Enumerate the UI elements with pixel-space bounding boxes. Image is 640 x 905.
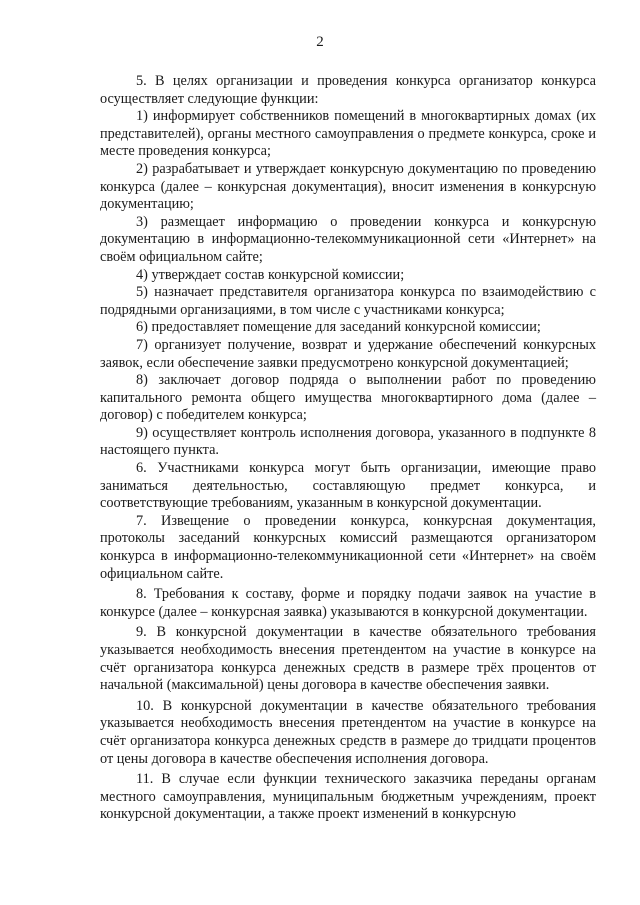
list-item-5-7: 7) организует получение, возврат и удержание обеспечений конкурсных заявок, если обеспечение заявки предусмотрено конкурсной документацией;	[100, 336, 596, 371]
paragraph-10: 10. В конкурсной документации в качестве обязательного требования указывается необходимость внесения претендентом на участие в конкурсе на счёт организатора конкурса денежных средств в размере до тридцати процентов от цены договора в качестве обеспечения исполнения договора.	[100, 697, 596, 767]
list-item-5-8: 8) заключает договор подряда о выполнении работ по проведению капитального ремонта общего имущества многоквартирного дома (далее – договор) с победителем конкурса;	[100, 372, 596, 424]
list-item-5-6: 6) предоставляет помещение для заседаний конкурсной комиссии;	[136, 319, 541, 336]
paragraph-6: 6. Участниками конкурса могут быть организации, имеющие право заниматься деятельностью, составляющую предмет конкурса, и соответствующие требованиям, указанным в конкурсной документации.	[100, 460, 596, 512]
paragraph-8: 8. Требования к составу, форме и порядку подачи заявок на участие в конкурсе (далее – конкурсная заявка) указываются в конкурсной документации.	[100, 586, 596, 620]
paragraph-9: 9. В конкурсной документации в качестве обязательного требования указывается необходимость внесения претендентом на участие в конкурсе на счёт организатора конкурса денежных средств в размере трёх процентов от начальной (максимальной) цены договора в качестве обеспечения заявки.	[100, 624, 596, 694]
list-item-5-2: 2) разрабатывает и утверждает конкурсную документацию по проведению конкурса (далее – конкурсная документация), вносит изменения в конкурсную документацию;	[100, 160, 596, 213]
page-number: 2	[316, 34, 324, 50]
paragraph-5: 5. В целях организации и проведения конкурса организатор конкурса осуществляет следующие функции:	[100, 73, 596, 107]
list-item-5-3: 3) размещает информацию о проведении конкурса и конкурсную документацию в информационно-телекоммуникационной сети «Интернет» на своём официальном сайте;	[100, 213, 596, 265]
paragraph-11: 11. В случае если функции технического заказчика переданы органам местного самоуправления, муниципальным бюджетным учреждениям, проект конкурсной документации, а также проект изменений в конкурсную	[100, 771, 596, 823]
list-item-5-4: 4) утверждает состав конкурсной комиссии;	[136, 266, 405, 283]
paragraph-7: 7. Извещение о проведении конкурса, конкурсная документация, протоколы заседаний конкурсных комиссий размещаются организатором конкурса в информационно-телекоммуникационной сети «Интернет» на своём официальном сайте.	[100, 512, 596, 582]
list-item-5-1: 1) информирует собственников помещений в многоквартирных домах (их представителей), органы местного самоуправления о предмете конкурса, сроке и месте проведения конкурса;	[100, 108, 596, 160]
list-item-5-9: 9) осуществляет контроль исполнения договора, указанного в подпункте 8 настоящего пункта.	[100, 424, 596, 459]
document-body	[100, 73, 596, 824]
list-item-5-5: 5) назначает представителя организатора конкурса по взаимодействию с подрядными организациями, в том числе с участниками конкурса;	[100, 284, 596, 318]
